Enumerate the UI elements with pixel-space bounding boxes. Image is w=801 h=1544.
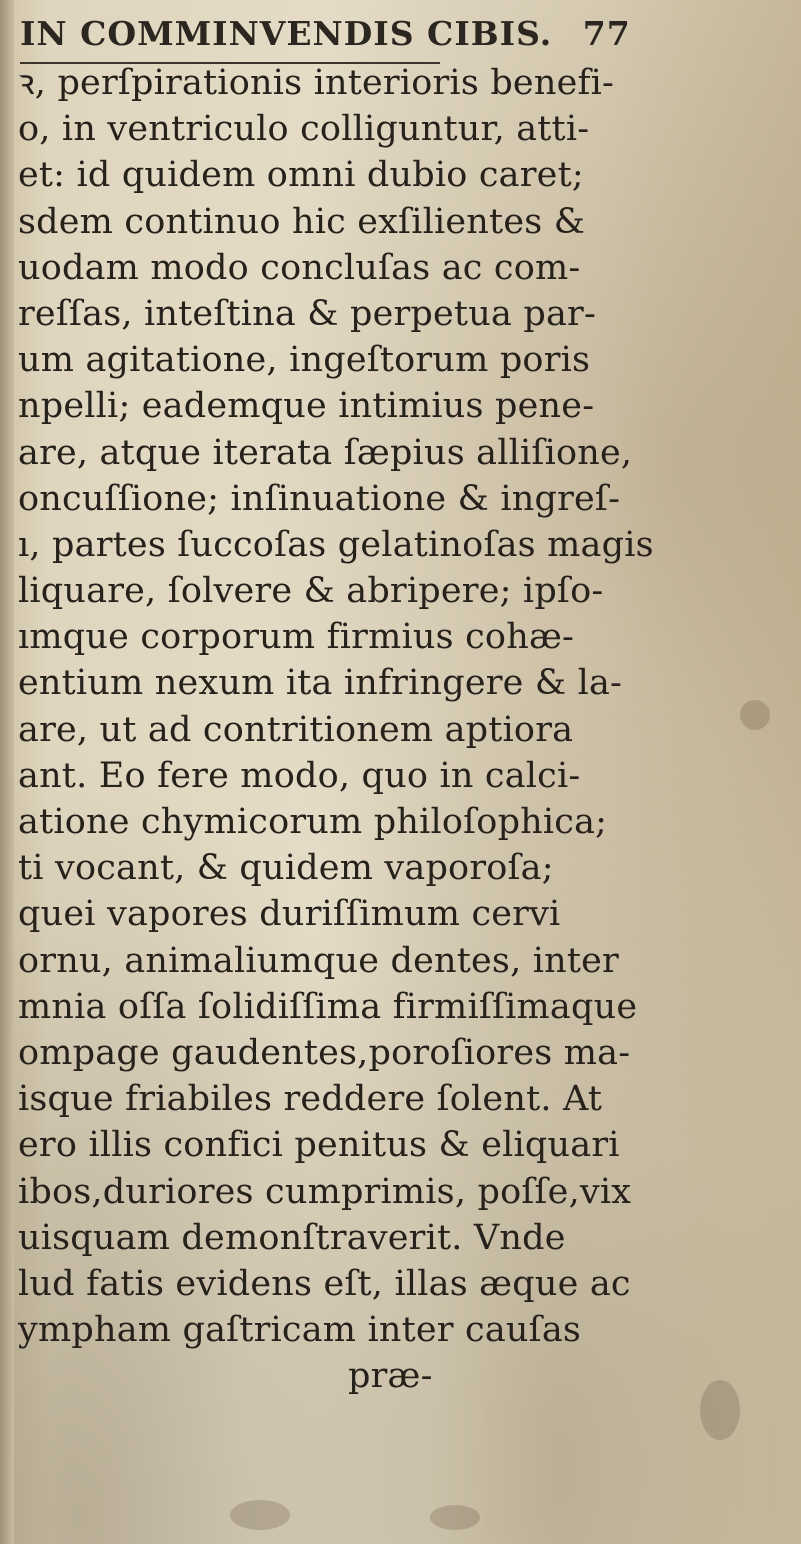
paper-stain	[230, 1500, 290, 1530]
page-gutter-shadow	[0, 0, 14, 1544]
text-line: præ-	[348, 1356, 433, 1397]
text-line: ı, partes ſuccoſas gelatinoſas magis	[18, 524, 654, 565]
paper-stain	[430, 1505, 480, 1530]
text-line: ibos,duriores cumprimis, poſſe,vix	[18, 1171, 632, 1212]
text-line: ant. Eo fere modo, quo in calci-	[18, 755, 581, 796]
text-line: quei vapores duriſſimum cervi	[18, 894, 561, 935]
text-line: ompage gaudentes,poroſiores ma-	[18, 1032, 631, 1073]
text-line: ti vocant, & quidem vaporoſa;	[18, 848, 554, 889]
text-line: lud fatis evidens eſt, illas æque ac	[18, 1263, 631, 1304]
text-line: sdem continuo hic exſilientes &	[18, 201, 586, 242]
text-line: ımque corporum firmius cohæ-	[18, 617, 575, 658]
text-line: entium nexum ita infringere & la-	[18, 663, 623, 704]
text-line: um agitatione, ingeſtorum poris	[18, 340, 591, 381]
text-line: are, atque iterata ſæpius alliſione,	[18, 432, 633, 473]
running-head	[20, 14, 631, 58]
text-line: o, in ventriculo colliguntur, atti-	[18, 109, 590, 150]
text-line: npelli; eademque intimius pene-	[18, 386, 595, 427]
paper-stain	[700, 1380, 740, 1440]
text-line: isque friabiles reddere ſolent. At	[18, 1079, 603, 1120]
text-line: liquare, ſolvere & abripere; ipſo-	[18, 571, 604, 612]
body-text	[18, 60, 658, 1399]
text-line: ero illis confici penitus & eliquari	[18, 1125, 620, 1166]
text-line: ympham gaſtricam inter cauſas	[18, 1310, 582, 1351]
page-number: 77	[582, 14, 631, 53]
text-line: reſſas, inteſtina & perpetua par-	[18, 293, 596, 334]
text-line: oncuſſione; inſinuatione & ingreſ-	[18, 478, 621, 519]
running-head-title: IN COMMINVENDIS CIBIS.	[20, 14, 553, 53]
text-line: mnia oſſa ſolidiſſima firmiſſimaque	[18, 986, 638, 1027]
text-line: ꝛ, perſpirationis interioris benefi-	[18, 63, 615, 103]
text-line: are, ut ad contritionem aptiora	[18, 709, 574, 750]
text-line: uisquam demonſtraverit. Vnde	[18, 1217, 566, 1258]
text-line: et: id quidem omni dubio caret;	[18, 155, 584, 196]
paper-stain	[740, 700, 770, 730]
text-line: uodam modo concluſas ac com-	[18, 247, 581, 288]
text-line: ornu, animaliumque dentes, inter	[18, 940, 619, 981]
text-line: atione chymicorum philoſophica;	[18, 802, 608, 842]
